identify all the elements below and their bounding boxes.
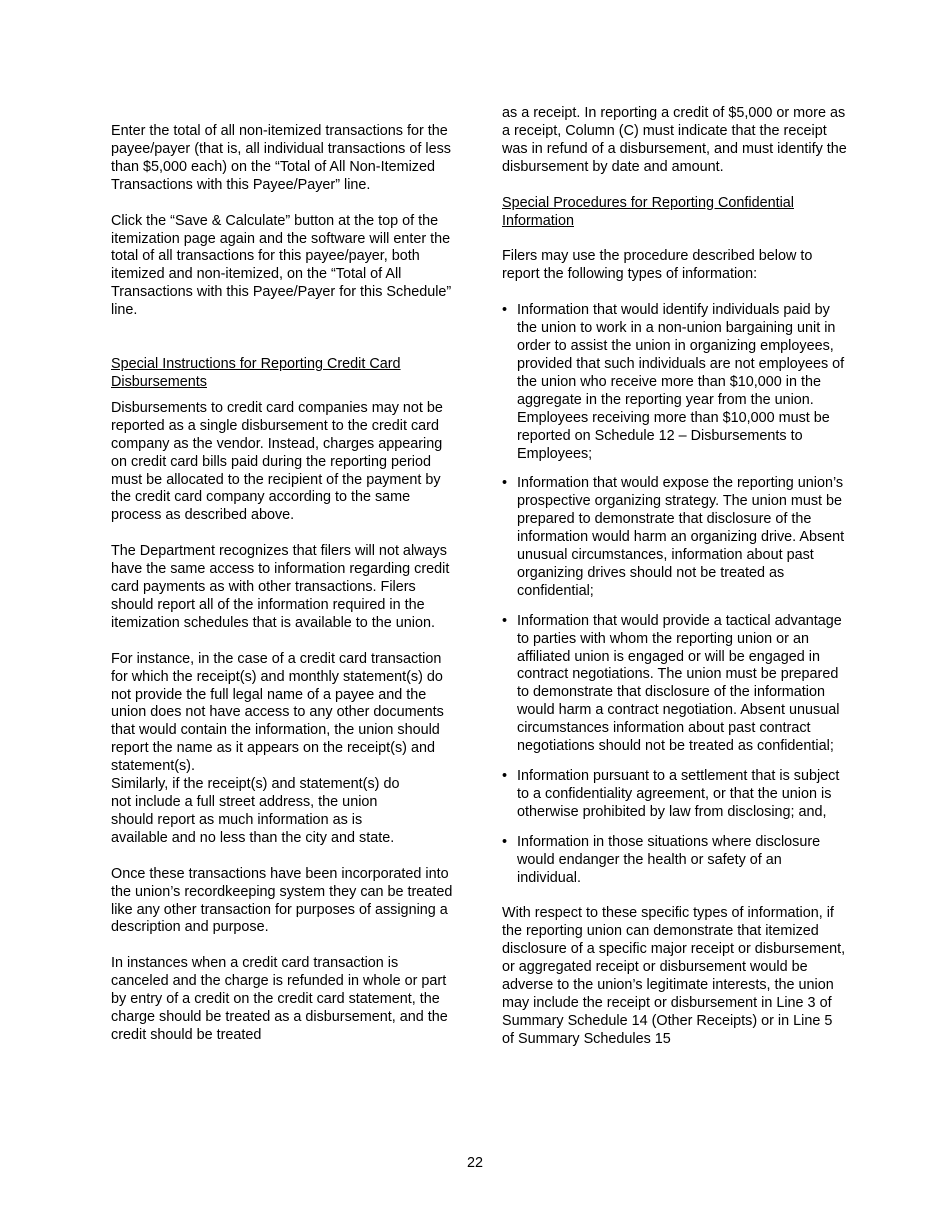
paragraph-department-recognizes: The Department recognizes that filers will not always have the same access to information regarding credit card payments as with other transactions. Filers should report all of the information required in the itemization schedules that is available to the union.: [111, 543, 450, 631]
paragraph-similarly-address: Similarly, if the receipt(s) and statement(s) do not include a full street address, the union should report as much information as is available and no less than the city and state.: [111, 776, 400, 846]
list-item: • Information pursuant to a settlement that is subject to a confidentiality agreement, or that the union is otherwise prohibited by law from disclosing; and,: [502, 768, 847, 822]
paragraph-credit-card-allocation: Disbursements to credit card companies may not be reported as a single disbursement to the credit card company as the vendor. Instead, charges appearing on credit card bills paid during the reporting period must be allocated to the recipient of the payment by the credit card company according to the same process as described above.: [111, 399, 443, 524]
paragraph-filers-may-use: Filers may use the procedure described below to report the following types of information:: [502, 248, 813, 283]
paragraph-save-calculate: Click the “Save & Calculate” button at the top of the itemization page again and the software will enter the total of all transactions for this payee/payer, both itemized and non-itemized, on the “Total of All Transactions with this Payee/Payer for this Schedule” line.: [111, 212, 452, 319]
list-item: • Information in those situations where disclosure would endanger the health or safety of an individual.: [502, 834, 847, 888]
paragraph-credit-as-receipt: as a receipt. In reporting a credit of $5,000 or more as a receipt, Column (C) must indicate that the receipt was in refund of a disbursement, and must identify the disbursement by date and amount.: [502, 105, 847, 175]
paragraph-for-instance: For instance, in the case of a credit card transaction for which the receipt(s) and monthly statement(s) do not provide the full legal name of a payee and the union does not have access to any other documents that would contain the information, the union should report the name as it appears on the receipt(s) and statement(s).: [111, 650, 444, 775]
list-item: • Information that would expose the reporting union’s prospective organizing strategy. The union must be prepared to demonstrate that disclosure of the information would harm an organizing drive. Absent unusual circumstances, information about past organizing drives should not be treated as confidential;: [502, 475, 847, 600]
paragraph-non-itemized-total: Enter the total of all non-itemized transactions for the payee/payer (that is, all individual transactions of less than $5,000 each) on the “Total of All Non-Itemized Transactions with this Payee/Payer” line.: [111, 123, 451, 193]
paragraph-with-respect: With respect to these specific types of information, if the reporting union can demonstrate that itemized disclosure of a specific major receipt or disbursement, or aggregated receipt or disbursement would be adverse to the union’s legitimate interests, the union may include the receipt or disbursement in Line 3 of Summary Schedule 14 (Other Receipts) or in Line 5 of Summary Schedules 15: [502, 905, 846, 1047]
heading-confidential-information: Special Procedures for Reporting Confidential Information: [502, 194, 794, 229]
list-item: • Information that would provide a tactical advantage to parties with whom the reporting union or an affiliated union is engaged or will be engaged in contract negotiations. The union must be prepared to demonstrate that disclosure of the information would harm a contract negotiation. Absent unusual circumstances information about past contract negotiations should not be treated as confidential;: [502, 613, 847, 756]
heading-credit-card-disbursements: Special Instructions for Reporting Credit Card Disbursements: [111, 356, 401, 390]
paragraph-canceled-transaction: In instances when a credit card transaction is canceled and the charge is refunded in whole or part by entry of a credit on the credit card statement, the charge should be treated as a disbursement, and the credit should be treated: [111, 955, 448, 1043]
confidential-info-list: [502, 302, 847, 887]
list-item: • Information that would identify individuals paid by the union to work in a non-union bargaining unit in order to assist the union in organizing employees, provided that such individuals are not employees of the union who receive more than $10,000 in the aggregate in the reporting year from the union. Employees receiving more than $10,000 must be reported on Schedule 12 – Disbursements to Employees;: [502, 302, 847, 463]
left-column: [111, 123, 456, 1045]
paragraph-recordkeeping: Once these transactions have been incorporated into the union’s recordkeeping system they can be treated like any other transaction for purposes of assigning a description and purpose.: [111, 865, 453, 936]
page-number: 22: [466, 1155, 483, 1171]
right-column: [502, 105, 847, 1049]
